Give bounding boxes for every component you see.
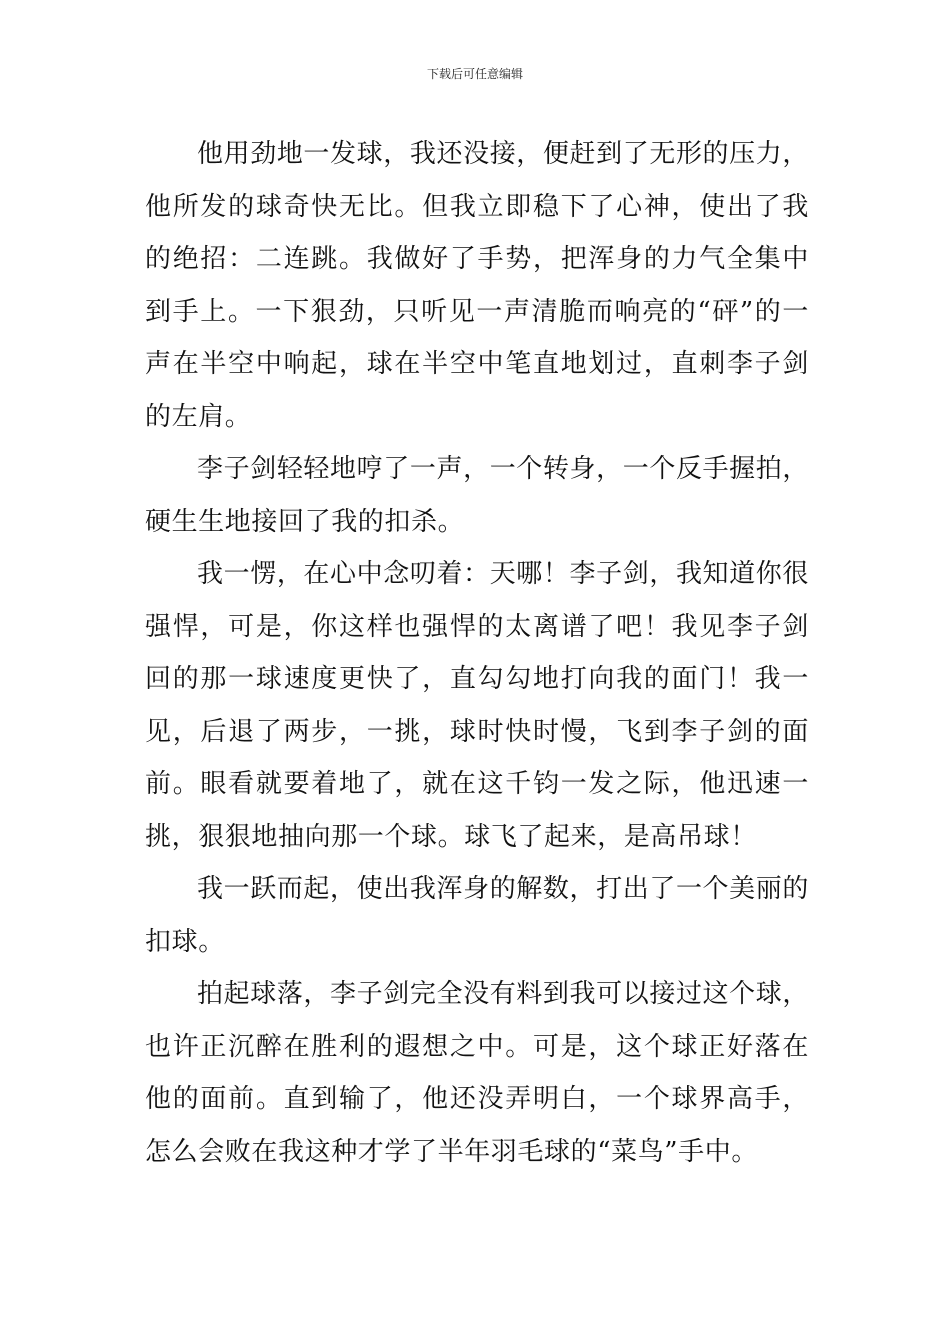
document-body <box>145 128 809 1178</box>
paragraph-3: 我一愣，在心中念叨着：天哪！李子剑，我知道你很强悍，可是，你这样也强悍的太离谱了吧！我见李子剑回的那一球速度更快了，直勾勾地打向我的面门！我一见，后退了两步，一挑，球时快时慢，飞到李子剑的面前。眼看就要着地了，就在这千钧一发之际，他迅速一挑，狠狠地抽向那一个球。球飞了起来，是高吊球！ <box>145 559 809 852</box>
paragraph-4: 我一跃而起，使出我浑身的解数，打出了一个美丽的扣球。 <box>145 874 809 957</box>
paragraph-2: 李子剑轻轻地哼了一声，一个转身，一个反手握拍，硬生生地接回了我的扣杀。 <box>145 454 809 537</box>
page-header: 下载后可任意编辑 <box>426 67 523 81</box>
paragraph-5: 拍起球落，李子剑完全没有料到我可以接过这个球，也许正沉醉在胜利的遐想之中。可是，这个球正好落在他的面前。直到输了，他还没弄明白，一个球界高手，怎么会败在我这种才学了半年羽毛球的“菜鸟”手中。 <box>145 979 809 1167</box>
paragraph-1: 他用劲地一发球，我还没接，便赶到了无形的压力，他所发的球奇快无比。但我立即稳下了心神，使出了我的绝招：二连跳。我做好了手势，把浑身的力气全集中到手上。一下狠劲，只听见一声清脆而响亮的“砰”的一声在半空中响起，球在半空中笔直地划过，直刺李子剑的左肩。 <box>145 139 809 432</box>
